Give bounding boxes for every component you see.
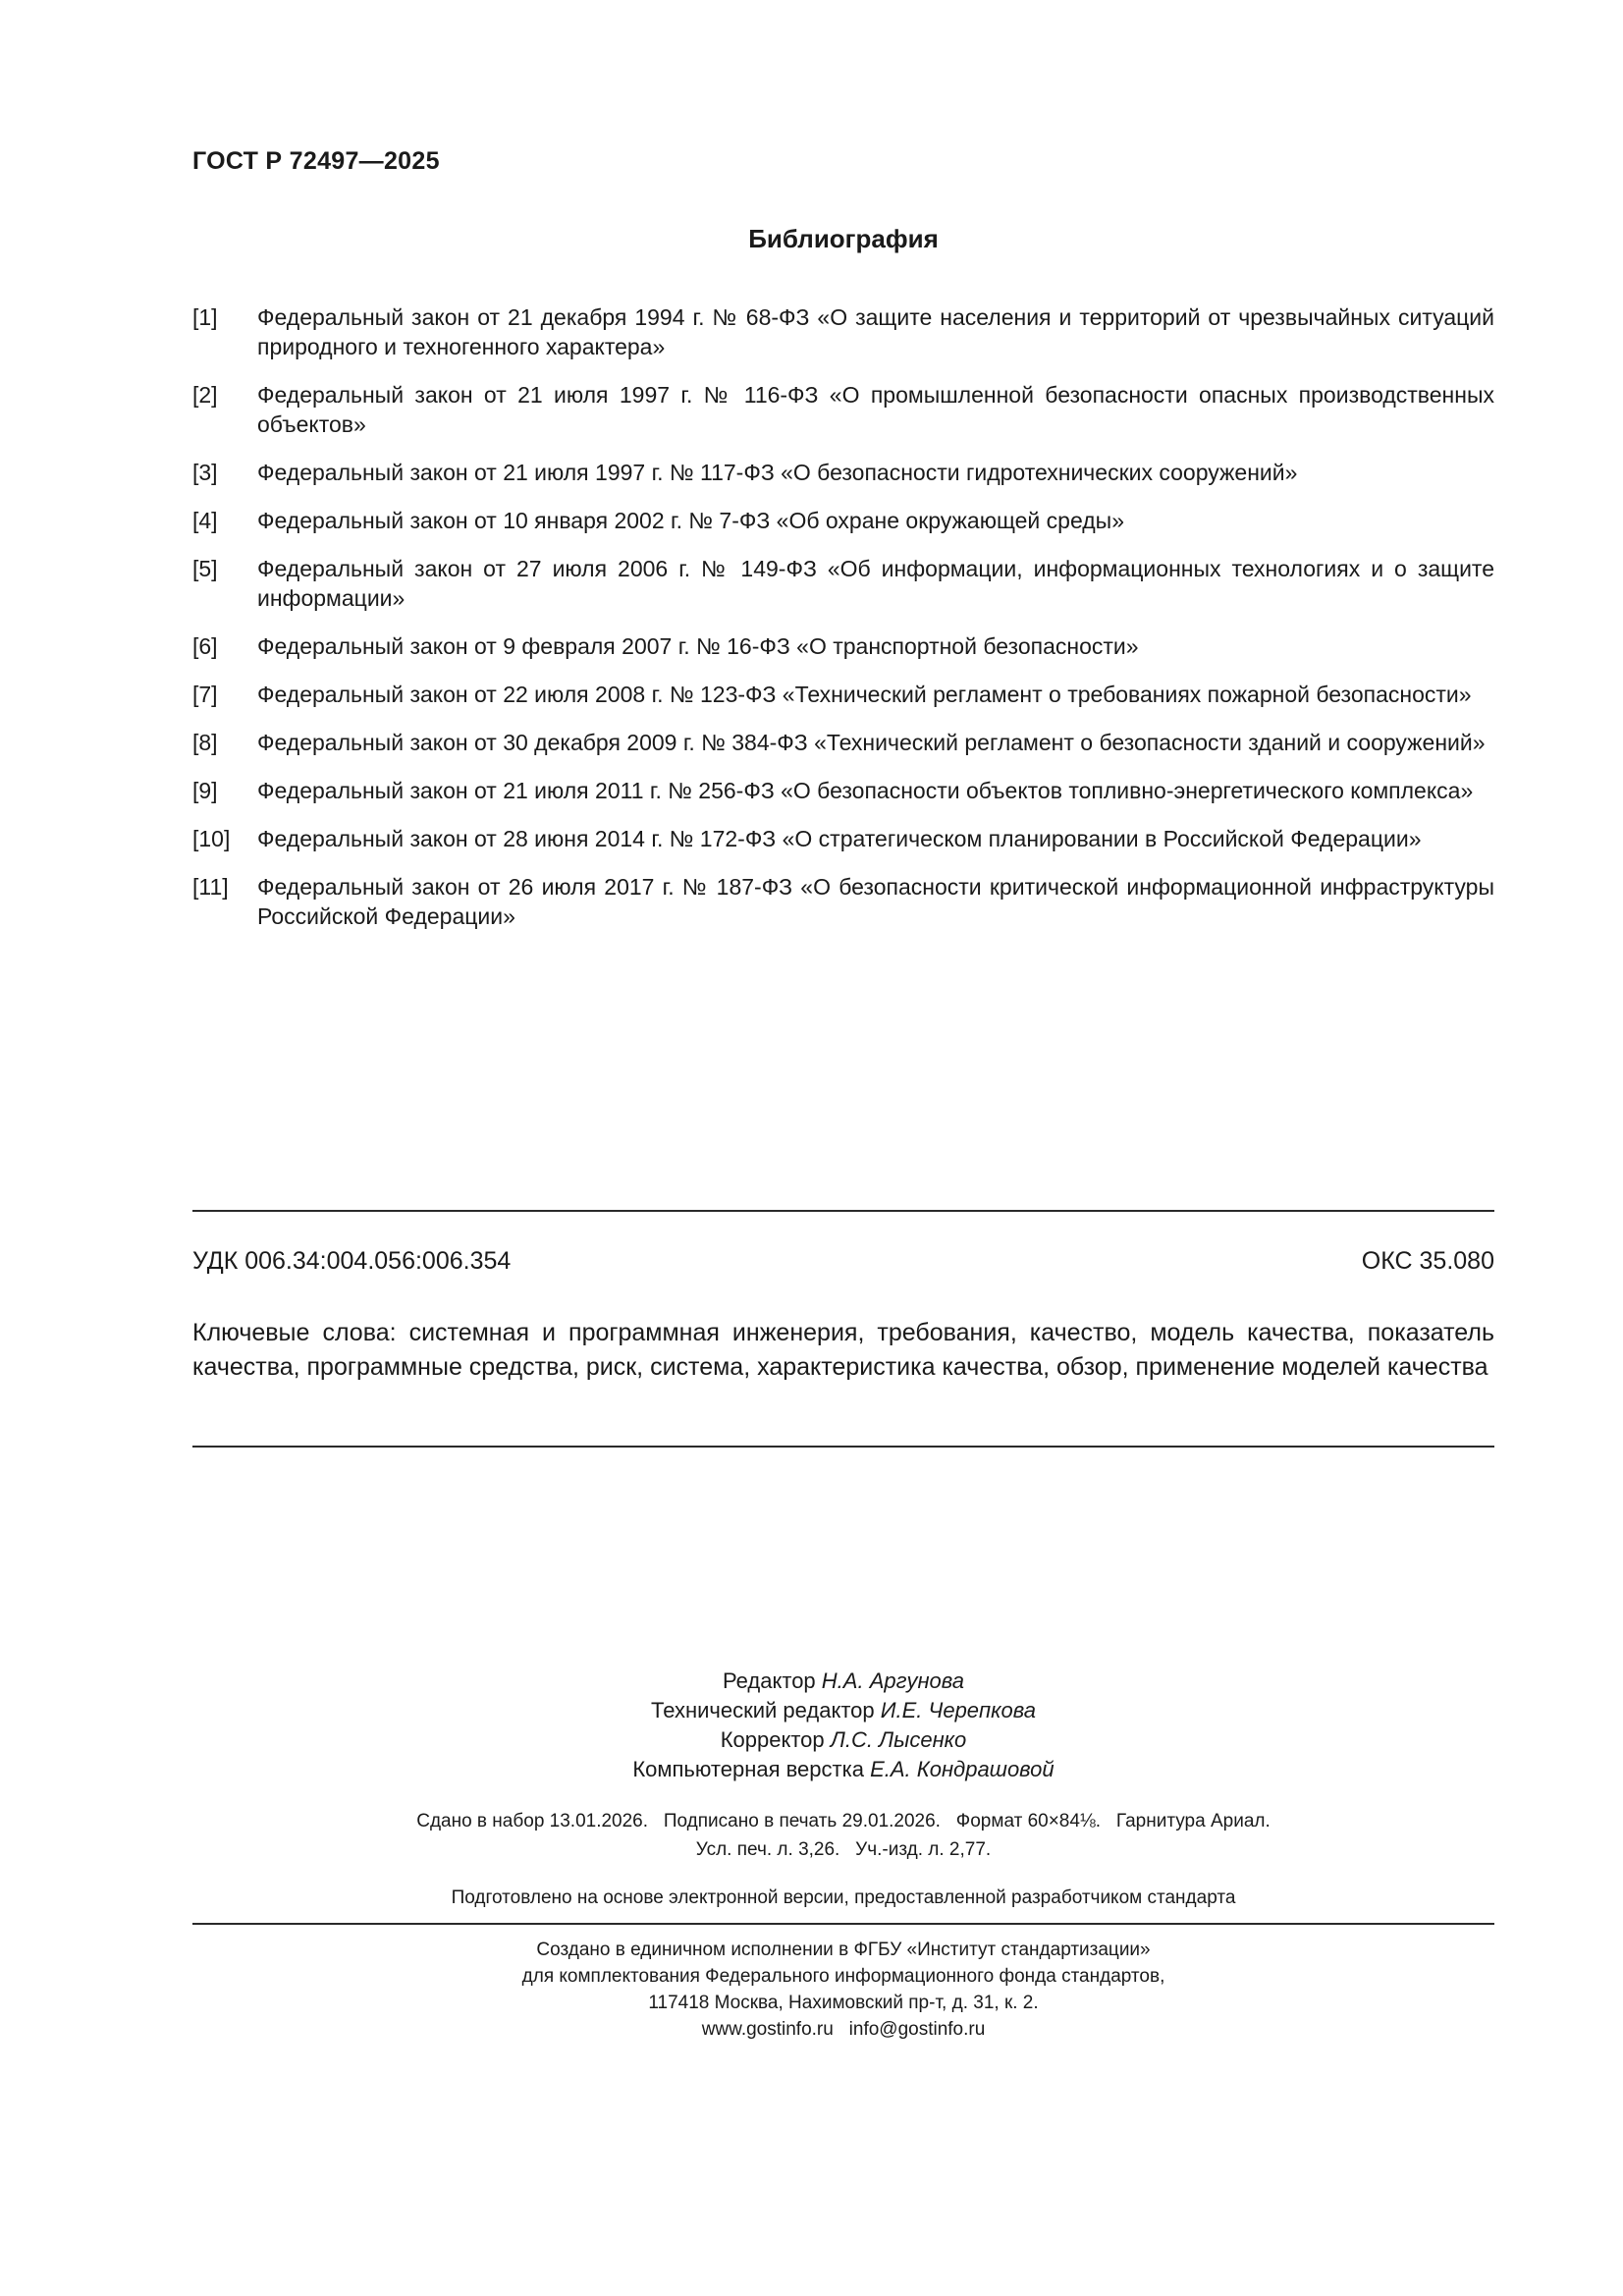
bibliography-item [192,728,1494,757]
bibliography-item-text: Федеральный закон от 28 июня 2014 г. № 172-ФЗ «О стратегическом планировании в Российской Федерации» [257,826,1422,851]
bibliography-item-number: [5] [192,556,218,581]
credits-block [192,1667,1494,1784]
bibliography-item-text: Федеральный закон от 21 июля 1997 г. № 117-ФЗ «О безопасности гидротехнических сооружений» [257,460,1298,485]
bibliography-item-number: [7] [192,682,218,707]
bibliography-item-text: Федеральный закон от 30 декабря 2009 г. № 384-ФЗ «Технический регламент о безопасности зданий и сооружений» [257,730,1486,755]
credit-role: Компьютерная верстка [632,1757,864,1781]
bibliography-item-text: Федеральный закон от 21 декабря 1994 г. № 68-ФЗ «О защите населения и территорий от чрезвычайных ситуаций природного и техногенного характера» [257,304,1494,359]
bibliography-item-number: [6] [192,633,218,659]
bibliography-item [192,554,1494,613]
credit-line [192,1696,1494,1725]
bibliography-item-text: Федеральный закон от 21 июля 2011 г. № 256-ФЗ «О безопасности объектов топливно-энергетического комплекса» [257,778,1474,803]
credit-name: И.Е. Черепкова [880,1698,1036,1722]
publisher-block [192,1937,1494,2043]
publisher-line: для комплектования Федерального информационного фонда стандартов, [521,1966,1165,1987]
document-code: ГОСТ Р 72497—2025 [192,147,440,175]
bibliography-item-number: [3] [192,460,218,485]
publisher-line: 117418 Москва, Нахимовский пр-т, д. 31, к. 2. [648,1993,1039,2013]
divider-keywords [192,1446,1494,1448]
bibliography-list [192,302,1494,950]
bibliography-item [192,302,1494,361]
oks-code: ОКС 35.080 [1361,1247,1494,1275]
bibliography-item [192,872,1494,931]
bibliography-item-number: [11] [192,874,229,900]
divider-publisher [192,1923,1494,1925]
credit-line [192,1667,1494,1696]
bibliography-item-number: [1] [192,304,218,330]
credit-role: Редактор [722,1668,816,1693]
bibliography-item-number: [9] [192,778,218,803]
bibliography-item-number: [8] [192,730,218,755]
bibliography-item-text: Федеральный закон от 10 января 2002 г. № 7-ФЗ «Об охране окружающей среды» [257,508,1124,533]
bibliography-item [192,380,1494,439]
keywords-text: Ключевые слова: системная и программная инженерия, требования, качество, модель качества, показатель качества, программные средства, риск, система, характеристика качества, обзор, применение моделей качества [192,1319,1494,1381]
print-info [192,1807,1494,1864]
credit-line [192,1725,1494,1755]
bibliography-item-text: Федеральный закон от 9 февраля 2007 г. № 16-ФЗ «О транспортной безопасности» [257,633,1139,659]
udk-code: УДК 006.34:004.056:006.354 [192,1247,512,1275]
divider-top [192,1210,1494,1212]
bibliography-item-text: Федеральный закон от 21 июля 1997 г. № 116-ФЗ «О промышленной безопасности опасных производственных объектов» [257,382,1494,437]
publisher-line: Создано в единичном исполнении в ФГБУ «Институт стандартизации» [536,1940,1151,1960]
credit-name: Н.А. Аргунова [821,1668,965,1693]
bibliography-item [192,824,1494,853]
bibliography-item-text: Федеральный закон от 27 июля 2006 г. № 149-ФЗ «Об информации, информационных технологиях и о защите информации» [257,556,1494,611]
bibliography-item [192,776,1494,805]
credit-name: Е.А. Кондрашовой [870,1757,1055,1781]
bibliography-item [192,631,1494,661]
print-info-line: Сдано в набор 13.01.2026. Подписано в печать 29.01.2026. Формат 60×84⅛. Гарнитура Ариал. [416,1811,1271,1831]
bibliography-item [192,458,1494,487]
bibliography-item-text: Федеральный закон от 22 июля 2008 г. № 123-ФЗ «Технический регламент о требованиях пожарной безопасности» [257,682,1472,707]
bibliography-title: Библиография [748,224,939,253]
bibliography-item-number: [4] [192,508,218,533]
bibliography-item [192,506,1494,535]
print-info-line: Усл. печ. л. 3,26. Уч.-изд. л. 2,77. [695,1839,992,1860]
credit-role: Технический редактор [651,1698,875,1722]
credit-line [192,1755,1494,1784]
classification-row [192,1247,1494,1276]
credit-name: Л.С. Лысенко [830,1727,967,1752]
credit-role: Корректор [720,1727,825,1752]
prepared-note: Подготовлено на основе электронной версии, предоставленной разработчиком стандарта [451,1887,1236,1908]
bibliography-item [192,680,1494,709]
bibliography-item-number: [10] [192,826,231,851]
bibliography-item-text: Федеральный закон от 26 июля 2017 г. № 187-ФЗ «О безопасности критической информационной инфраструктуры Российской Федерации» [257,874,1494,929]
bibliography-item-number: [2] [192,382,218,408]
publisher-contacts: www.gostinfo.ru info@gostinfo.ru [701,2019,986,2040]
